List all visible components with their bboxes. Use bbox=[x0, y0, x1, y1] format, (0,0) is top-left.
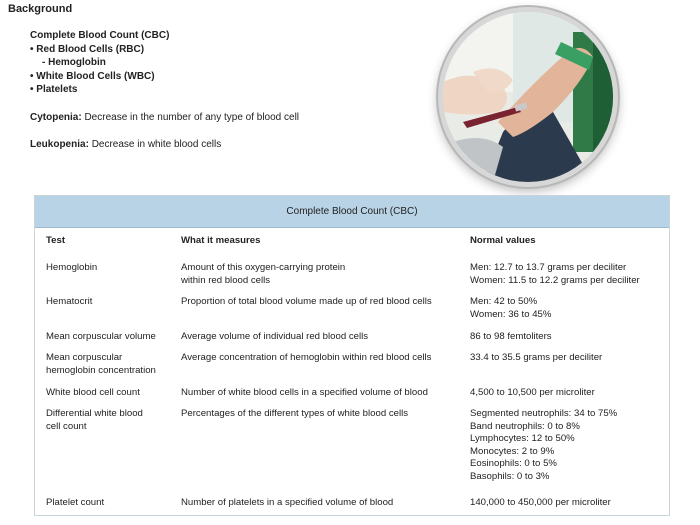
header-test: Test bbox=[46, 235, 66, 246]
cell-line: 4,500 to 10,500 per microliter bbox=[470, 387, 595, 398]
table-row-test bbox=[46, 331, 156, 344]
cell-line: Proportion of total blood volume made up of red blood cells bbox=[181, 296, 432, 307]
cbc-list-item-rbc: • Red Blood Cells (RBC) bbox=[30, 43, 145, 55]
section-heading: Background bbox=[8, 3, 73, 15]
table-title: Complete Blood Count (CBC) bbox=[35, 196, 669, 228]
table-row-test bbox=[46, 352, 156, 377]
definition-text: Decrease in the number of any type of blood cell bbox=[84, 112, 300, 123]
definition-text: Decrease in white blood cells bbox=[91, 139, 222, 150]
cell-line: 86 to 98 femtoliters bbox=[470, 331, 552, 342]
cell-line: hemoglobin concentration bbox=[46, 364, 156, 376]
cbc-list-item-platelets: • Platelets bbox=[30, 84, 78, 95]
cell-line: Segmented neutrophils: 34 to 75% bbox=[470, 408, 618, 419]
table-row-values bbox=[470, 352, 602, 365]
cell-line: 140,000 to 450,000 per microliter bbox=[470, 497, 611, 508]
table-row-values bbox=[470, 408, 617, 484]
cbc-table bbox=[34, 195, 670, 516]
cell-line: within red blood cells bbox=[181, 274, 271, 286]
cell-line: Mean corpuscular volume bbox=[46, 331, 156, 342]
cell-line: Women: 11.5 to 12.2 grams per deciliter bbox=[470, 274, 640, 286]
header-measures: What it measures bbox=[181, 235, 261, 246]
definition-leukopenia bbox=[30, 139, 221, 150]
table-row-measures bbox=[181, 331, 368, 344]
cell-line: Number of platelets in a specified volume of blood bbox=[181, 497, 394, 508]
table-row-measures bbox=[181, 352, 431, 365]
cell-line: Mean corpuscular bbox=[46, 352, 123, 363]
cell-line: Monocytes: 2 to 9% bbox=[470, 445, 555, 457]
table-row-values bbox=[470, 296, 551, 321]
cell-line: Band neutrophils: 0 to 8% bbox=[470, 420, 580, 432]
definition-term: Cytopenia: bbox=[30, 112, 82, 123]
cell-line: Average volume of individual red blood cells bbox=[181, 331, 369, 342]
definition-cytopenia bbox=[30, 112, 299, 123]
table-row-values bbox=[470, 387, 595, 400]
blood-draw-photo bbox=[443, 12, 613, 182]
table-row-measures bbox=[181, 387, 428, 400]
cell-line: Number of white blood cells in a specified volume of blood bbox=[181, 387, 428, 398]
cell-line: cell count bbox=[46, 420, 87, 432]
table-row-test bbox=[46, 387, 140, 400]
cell-line: Women: 36 to 45% bbox=[470, 308, 552, 320]
table-row-values bbox=[470, 331, 552, 344]
cbc-component-list bbox=[30, 29, 169, 97]
cell-line: Lymphocytes: 12 to 50% bbox=[470, 433, 575, 445]
cell-line: Amount of this oxygen-carrying protein bbox=[181, 262, 346, 273]
table-row-measures bbox=[181, 408, 408, 421]
table-row-measures bbox=[181, 497, 393, 510]
table-row-test bbox=[46, 408, 143, 433]
table-row-test bbox=[46, 262, 97, 275]
cell-line: White blood cell count bbox=[46, 387, 140, 398]
cell-line: Men: 42 to 50% bbox=[470, 296, 538, 307]
cell-line: Basophils: 0 to 3% bbox=[470, 470, 550, 482]
table-row-test bbox=[46, 296, 92, 309]
cell-line: Differential white blood bbox=[46, 408, 143, 419]
cbc-list-item-hemoglobin: - Hemoglobin bbox=[42, 57, 106, 68]
cell-line: Average concentration of hemoglobin within red blood cells bbox=[181, 352, 432, 363]
cell-line: Men: 12.7 to 13.7 grams per deciliter bbox=[470, 262, 627, 273]
cell-line: Platelet count bbox=[46, 497, 105, 508]
definition-term: Leukopenia: bbox=[30, 139, 89, 150]
cell-line: Hematocrit bbox=[46, 296, 93, 307]
cell-line: Eosinophils: 0 to 5% bbox=[470, 458, 557, 470]
header-normal-values: Normal values bbox=[470, 235, 536, 246]
cell-line: Percentages of the different types of white blood cells bbox=[181, 408, 409, 419]
cell-line: 33.4 to 35.5 grams per deciliter bbox=[470, 352, 603, 363]
table-row-values bbox=[470, 497, 611, 510]
cell-line: Hemoglobin bbox=[46, 262, 98, 273]
table-row-measures bbox=[181, 296, 432, 309]
table-row-values bbox=[470, 262, 640, 287]
cbc-list-title: Complete Blood Count (CBC) bbox=[30, 30, 170, 41]
table-row-test bbox=[46, 497, 104, 510]
cbc-list-item-wbc: • White Blood Cells (WBC) bbox=[30, 70, 155, 82]
table-row-measures bbox=[181, 262, 345, 287]
